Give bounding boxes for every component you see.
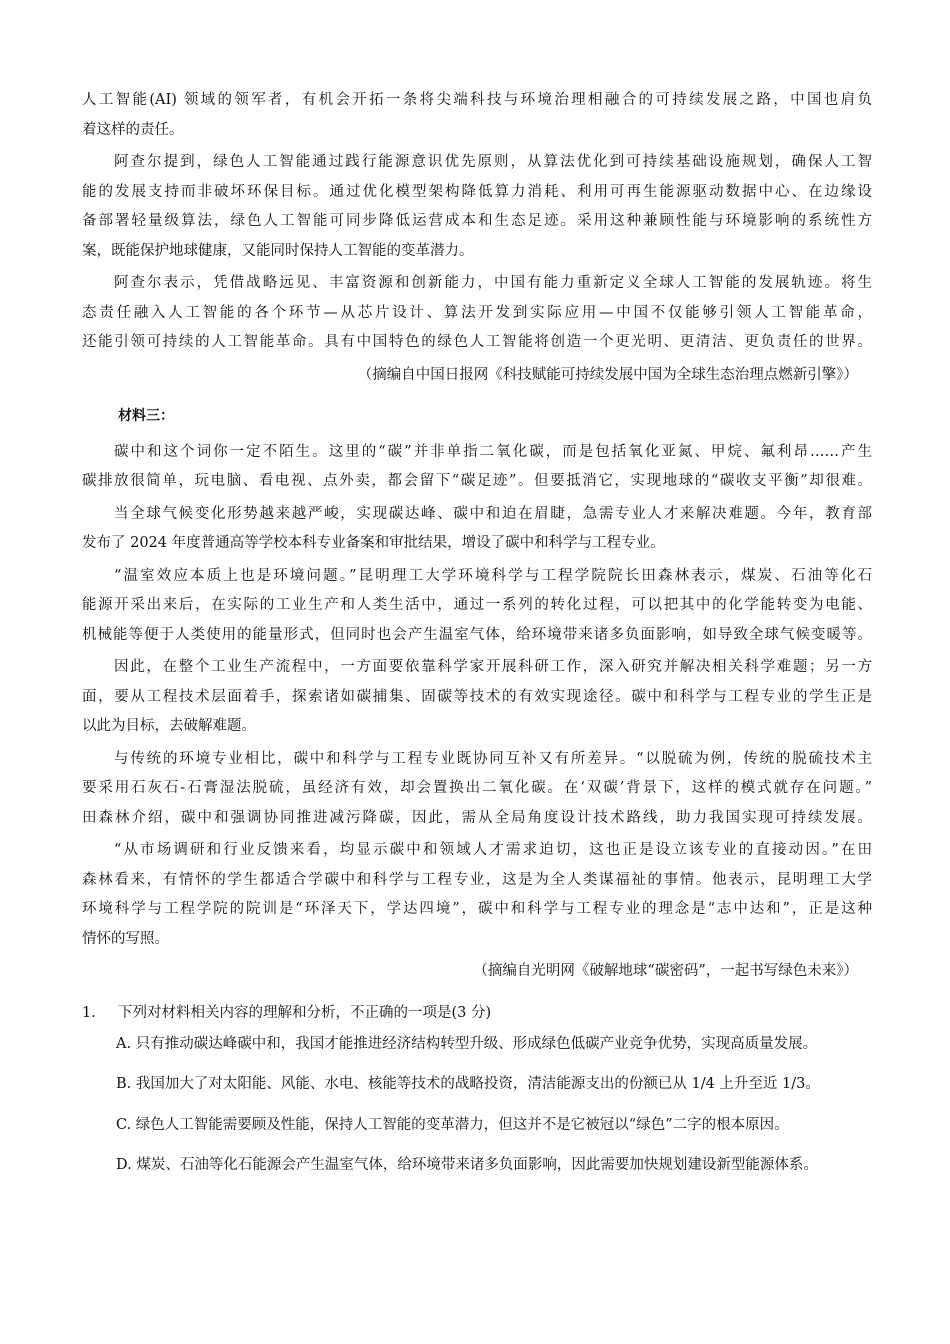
option-d[interactable]: D. 煤炭、石油等化石能源会产生温室气体，给环境带来诸多负面影响，因此需要加快规划建设新型能源体系。 xyxy=(116,1157,818,1173)
source-citation: （摘编自中国日报网《科技赋能可持续发展中国为全球生态治理点燃新引擎》） xyxy=(357,366,858,383)
paragraph-greenhouse xyxy=(82,562,872,651)
text-line: 发布了 2024 年度普通高等学校本科专业备案和审批结果，增设了碳中和科学与工程专业。 xyxy=(82,535,665,551)
paragraph-ai-leader xyxy=(82,86,872,145)
text-line: 以此为目标，去破解难题。 xyxy=(82,718,256,734)
text-line: 情怀的写照。 xyxy=(82,930,169,947)
question-1 xyxy=(82,999,872,1179)
option-c[interactable]: C. 绿色人工智能需要顾及性能，保持人工智能的变革潜力，但这并不是它被冠以“绿色”二字的根本原因。 xyxy=(116,1116,789,1133)
text-line: “温室效应本质上也是环境问题。”昆明理工大学环境科学与工程学院院长田森林表示，煤炭、石油等化石 xyxy=(114,567,872,584)
text-line: 碳中和这个词你一定不陌生。这里的“碳”并非单指二氧化碳，而是包括氧化亚氮、甲烷、氟利昂……产生 xyxy=(114,443,872,460)
text-line: 森林看来，有情怀的学生都适合学碳中和科学与工程专业，这是为全人类谋福祉的事情。他表示，昆明理工大学 xyxy=(82,871,872,888)
paragraph-industry-process xyxy=(82,653,872,742)
paragraph-carbon-neutral xyxy=(82,438,872,497)
option-a[interactable]: A. 只有推动碳达峰碳中和，我国才能推进经济结构转型升级、形成绿色低碳产业竞争优势，实现高质量发展。 xyxy=(116,1035,818,1052)
text-line: 与传统的环境专业相比，碳中和科学与工程专业既协同互补又有所差异。“以脱硫为例，传统的脱硫技术主 xyxy=(114,750,872,767)
source-citation: （摘编自光明网《破解地球“碳密码”，一起书写绿色未来》） xyxy=(473,963,858,979)
exam-page xyxy=(82,86,872,1193)
paragraph-green-ai xyxy=(82,148,872,266)
text-line: 机械能等便于人类使用的能量形式，但同时也会产生温室气体，给环境带来诸多负面影响，如导致全球气候变暖等。 xyxy=(82,626,872,643)
option-b[interactable]: B. 我国加大了对太阳能、风能、水电、核能等技术的战略投资，清洁能源支出的份额已从 1/4 上升至近 1/3。 xyxy=(116,1076,820,1092)
text-line: “从市场调研和行业反馈来看，均显示碳中和领域人才需求迫切，这也正是设立该专业的直接动因。”在田 xyxy=(114,842,872,858)
text-line: 当全球气候变化形势越来越严峻，实现碳达峰、碳中和迫在眉睫，急需专业人才来解决难题。今年，教育部 xyxy=(114,505,872,522)
text-line: 面，要从工程技术层面着手，探索诸如碳捕集、固碳等技术的有效实现途径。碳中和科学与工程专业的学生正是 xyxy=(82,688,872,705)
text-line: 因此，在整个工业生产流程中，一方面要依靠科学家开展科研工作，深入研究并解决相关科学难题；另一方 xyxy=(114,659,872,675)
question-text: 下列对材料相关内容的理解和分析，不正确的一项是(3 分) xyxy=(118,1004,492,1021)
text-line: 要采用石灰石-石膏湿法脱硫，虽经济有效，却会置换出二氧化碳。在‘双碳’背景下，这样的模式就存在问题。” xyxy=(82,780,872,796)
text-line: 还能引领可持续的人工智能革命。具有中国特色的绿色人工智能将创造一个更光明、更清洁、更负责任的世界。 xyxy=(82,334,872,350)
question-number: 1. xyxy=(82,1004,96,1021)
text-line: 着这样的责任。 xyxy=(82,121,184,138)
text-line: 碳排放很简单，玩电脑、看电视、点外卖，都会留下“碳足迹”。但要抵消它，实现地球的“碳收支平衡”却很难。 xyxy=(82,473,872,489)
paragraph-new-major xyxy=(82,500,872,559)
paragraph-desulfurization xyxy=(82,745,872,834)
paragraph-talent-demand xyxy=(82,836,872,954)
text-line: 能源开采出来后，在实际的工业生产和人类生活中，通过一系列的转化过程，可以把其中的化学能转变为电能、 xyxy=(82,597,872,613)
text-line: 阿查尔表示，凭借战略远见、丰富资源和创新能力，中国有能力重新定义全球人工智能的发展轨迹。将生 xyxy=(114,275,872,291)
text-line: 环境科学与工程学院的院训是“环泽天下，学达四境”，碳中和科学与工程专业的理念是“志中达和”，正是这种 xyxy=(82,901,872,917)
text-line: 田森林介绍，碳中和强调协同推进减污降碳，因此，需从全局角度设计技术路线，助力我国实现可持续发展。 xyxy=(82,809,872,826)
text-line: 案，既能保护地球健康，又能同时保持人工智能的变革潜力。 xyxy=(82,242,474,259)
text-line: 备部署轻量级算法，绿色人工智能可同步降低运营成本和生态足迹。采用这种兼顾性能与环境影响的系统性方 xyxy=(82,213,872,229)
text-line: 态责任融入人工智能的各个环节—从芯片设计、算法开发到实际应用—中国不仅能够引领人工智能革命， xyxy=(82,304,872,321)
section-heading: 材料三： xyxy=(118,408,174,424)
text-line: 能的发展支持而非破坏环保目标。通过优化模型架构降低算力消耗、利用可再生能源驱动数据中心、在边缘设 xyxy=(82,183,872,200)
question-stem xyxy=(82,999,872,1027)
text-line: 人工智能(AI) 领域的领军者，有机会开拓一条将尖端科技与环境治理相融合的可持续发展之路，中国也肩负 xyxy=(82,92,872,108)
paragraph-china-capability xyxy=(82,269,872,358)
text-line: 阿查尔提到，绿色人工智能通过践行能源意识优先原则，从算法优化到可持续基础设施规划，确保人工智 xyxy=(114,154,872,170)
